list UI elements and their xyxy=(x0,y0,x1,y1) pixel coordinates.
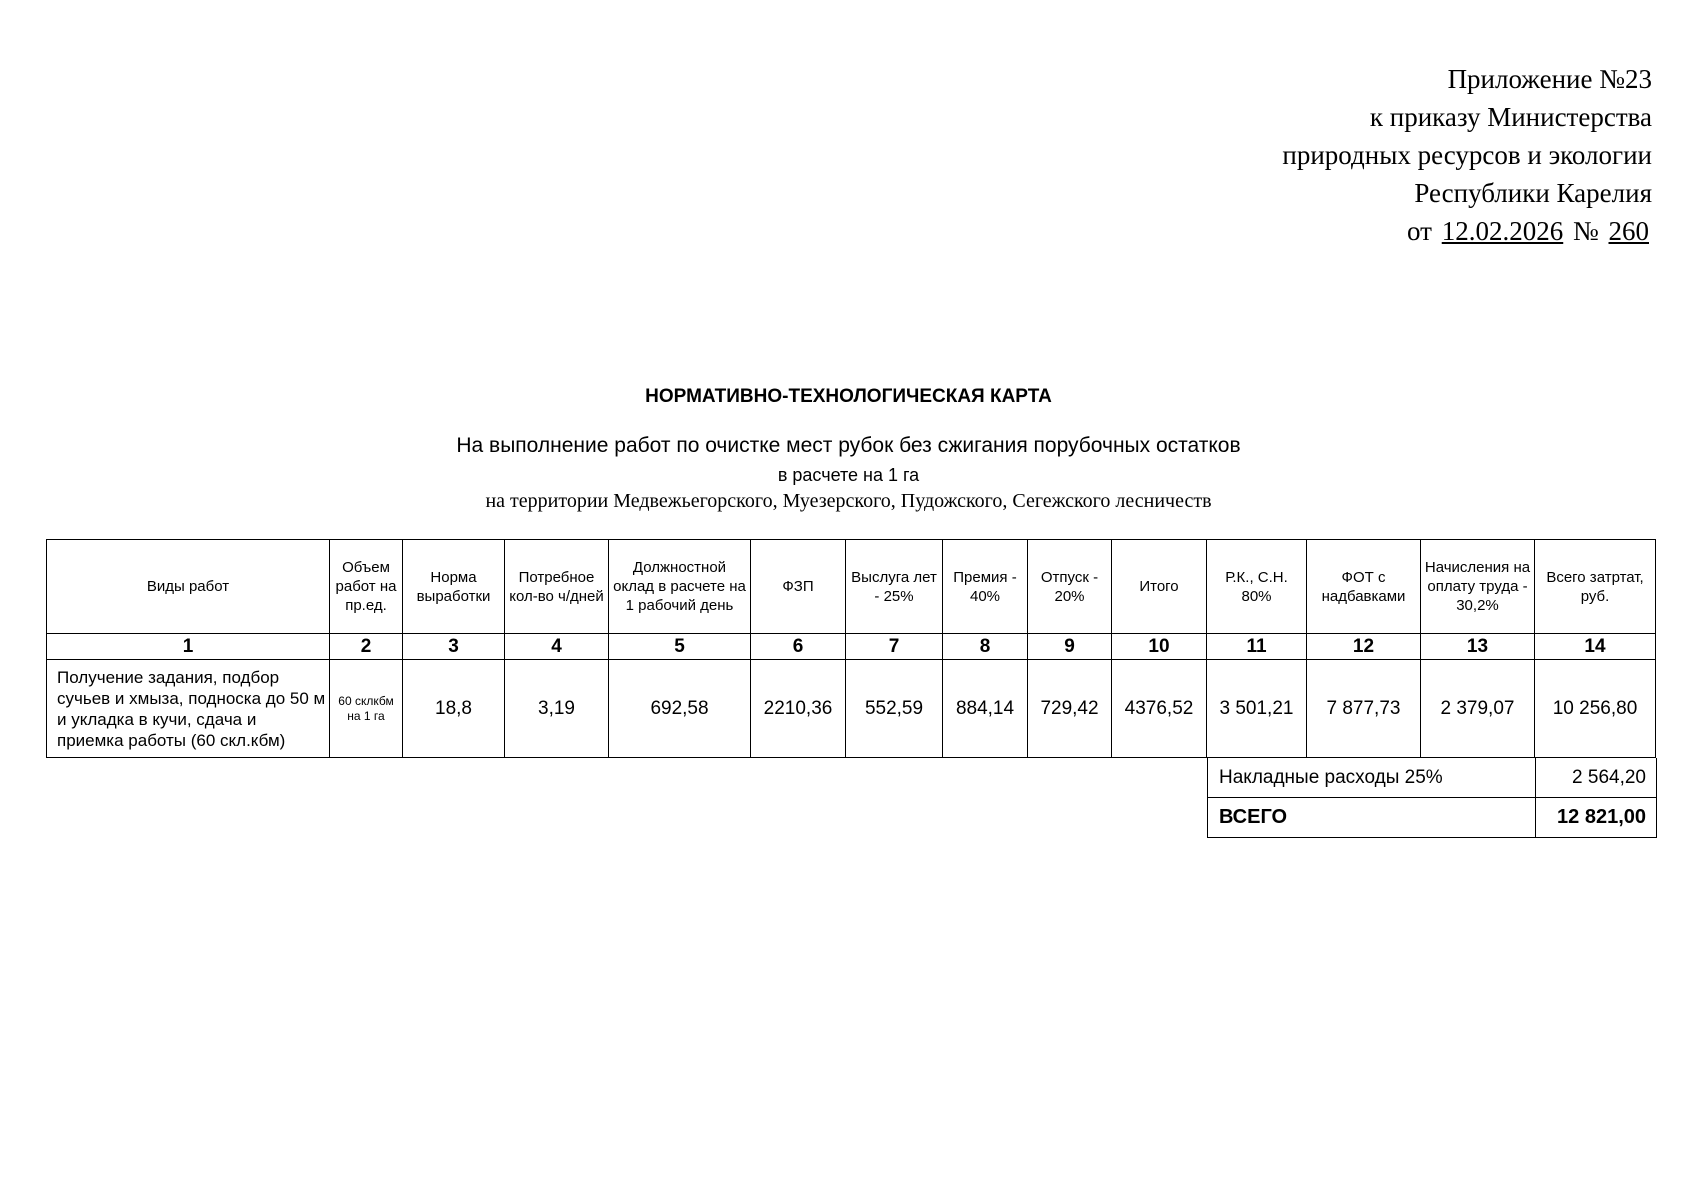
payroll-with-allowances-cell: 7 877,73 xyxy=(1307,660,1421,758)
header-cell: Потребное кол-во ч/дней xyxy=(505,540,609,634)
grand-total-value: 12 821,00 xyxy=(1536,798,1657,838)
document-subtitle-unit: в расчете на 1 га xyxy=(777,465,920,485)
norm-cell: 18,8 xyxy=(403,660,505,758)
vacation-cell: 729,42 xyxy=(1028,660,1112,758)
cost-table xyxy=(46,539,1656,758)
grand-total-row xyxy=(1208,798,1657,838)
header-cell: Выслуга лет - 25% xyxy=(846,540,943,634)
column-number: 5 xyxy=(609,634,751,660)
document-subtitle-territory: на территории Медвежьегорского, Муезерского, Пудожского, Сегежского лесничеств xyxy=(485,490,1212,512)
document-subtitle: На выполнение работ по очистке мест рубок без сжигания порубочных остатков xyxy=(456,434,1241,457)
header-cell: ФЗП xyxy=(751,540,846,634)
overhead-label: Накладные расходы 25% xyxy=(1208,758,1536,798)
header-cell: Премия - 40% xyxy=(943,540,1028,634)
column-number: 7 xyxy=(846,634,943,660)
appendix-line3: природных ресурсов и экологии xyxy=(1282,140,1652,170)
work-type-cell: Получение задания, подбор сучьев и хмыза, подноска до 50 м и укладка в кучи, сдача и приемка работы (60 скл.кбм) xyxy=(47,660,330,758)
seniority-cell: 552,59 xyxy=(846,660,943,758)
appendix-block xyxy=(1282,60,1652,250)
appendix-line4: Республики Карелия xyxy=(1414,178,1652,208)
date-prefix: от xyxy=(1407,216,1432,246)
volume-cell: 60 склкбм на 1 га xyxy=(330,660,403,758)
daily-salary-cell: 692,58 xyxy=(609,660,751,758)
header-cell: Виды работ xyxy=(47,540,330,634)
table-row xyxy=(47,660,1656,758)
regional-coefficient-cell: 3 501,21 xyxy=(1207,660,1307,758)
table-header-row xyxy=(47,540,1656,634)
header-cell: Отпуск - 20% xyxy=(1028,540,1112,634)
totals-table xyxy=(1207,758,1657,838)
column-number: 8 xyxy=(943,634,1028,660)
order-number: 260 xyxy=(1608,216,1649,246)
document-title: НОРМАТИВНО-ТЕХНОЛОГИЧЕСКАЯ КАРТА xyxy=(645,386,1052,407)
column-number: 12 xyxy=(1307,634,1421,660)
column-number: 13 xyxy=(1421,634,1535,660)
header-cell: Всего затртат, руб. xyxy=(1535,540,1656,634)
number-prefix: № xyxy=(1572,216,1599,246)
overhead-value: 2 564,20 xyxy=(1536,758,1657,798)
appendix-line1: Приложение №23 xyxy=(1447,64,1652,94)
column-number-row xyxy=(47,634,1656,660)
header-cell: Начисления на оплату труда - 30,2% xyxy=(1421,540,1535,634)
appendix-date-line xyxy=(1282,212,1652,250)
column-number: 11 xyxy=(1207,634,1307,660)
header-cell: Должностной оклад в расчете на 1 рабочий день xyxy=(609,540,751,634)
order-date: 12.02.2026 xyxy=(1441,216,1564,246)
man-days-cell: 3,19 xyxy=(505,660,609,758)
column-number: 2 xyxy=(330,634,403,660)
column-number: 1 xyxy=(47,634,330,660)
column-number: 6 xyxy=(751,634,846,660)
appendix-line2: к приказу Министерства xyxy=(1369,102,1652,132)
column-number: 4 xyxy=(505,634,609,660)
column-number: 3 xyxy=(403,634,505,660)
header-cell: Итого xyxy=(1112,540,1207,634)
total-cost-cell: 10 256,80 xyxy=(1535,660,1656,758)
header-cell: Норма выработки xyxy=(403,540,505,634)
subtotal-cell: 4376,52 xyxy=(1112,660,1207,758)
column-number: 14 xyxy=(1535,634,1656,660)
column-number: 9 xyxy=(1028,634,1112,660)
payroll-charges-cell: 2 379,07 xyxy=(1421,660,1535,758)
payroll-fund-cell: 2210,36 xyxy=(751,660,846,758)
grand-total-label: ВСЕГО xyxy=(1208,798,1536,838)
overhead-row xyxy=(1208,758,1657,798)
bonus-cell: 884,14 xyxy=(943,660,1028,758)
header-cell: Р.К., С.Н. 80% xyxy=(1207,540,1307,634)
header-cell: ФОТ с надбавками xyxy=(1307,540,1421,634)
header-cell: Объем работ на пр.ед. xyxy=(330,540,403,634)
column-number: 10 xyxy=(1112,634,1207,660)
